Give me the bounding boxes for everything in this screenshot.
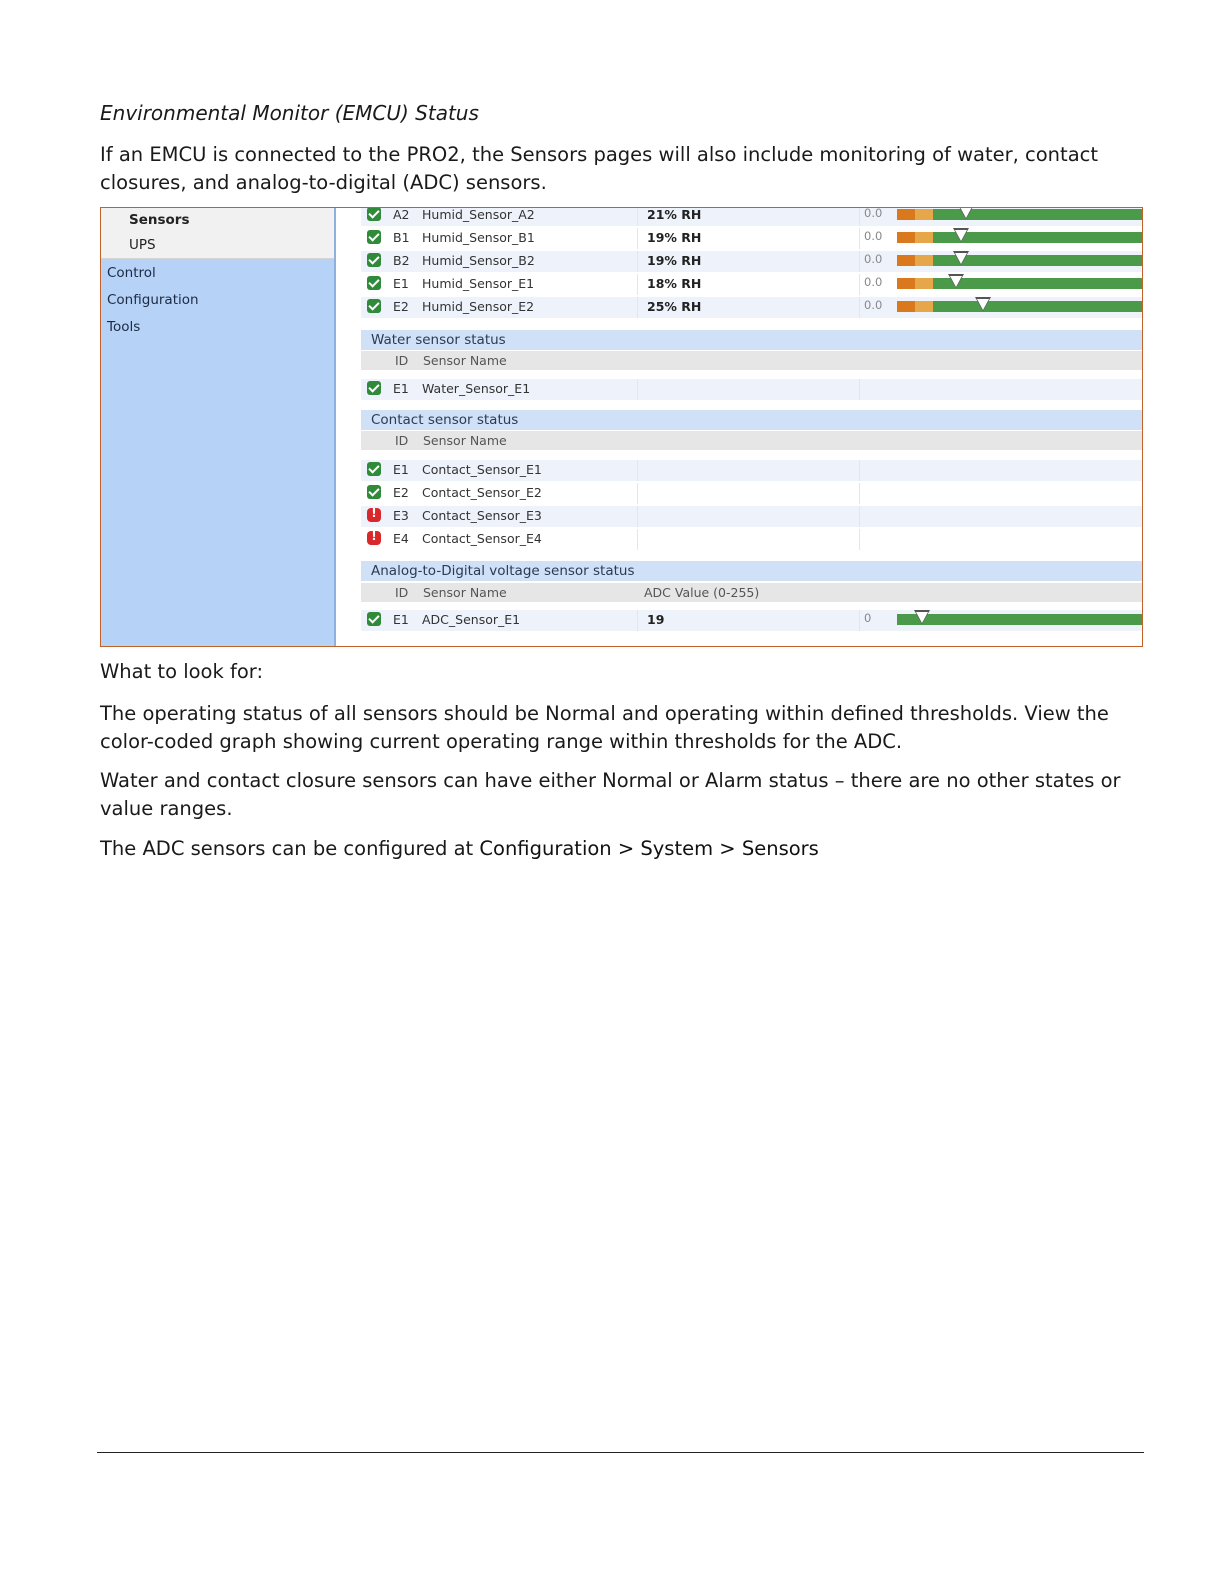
warning-threshold-zone — [915, 278, 933, 289]
low-threshold-zone — [897, 232, 915, 243]
threshold-range-bar — [897, 232, 1142, 243]
value-marker — [955, 253, 967, 264]
sensor-row[interactable] — [361, 297, 1142, 318]
adc-col-value: ADC Value (0-255) — [644, 585, 760, 600]
sensor-id: E3 — [393, 508, 409, 523]
sensor-row[interactable] — [361, 610, 1142, 631]
range-min-label: 0.0 — [864, 207, 883, 220]
column-divider — [637, 483, 638, 504]
sensor-name: Water_Sensor_E1 — [422, 381, 531, 396]
sensors-screenshot — [100, 207, 1143, 647]
water-col-name: Sensor Name — [423, 353, 507, 368]
sensor-id: E1 — [393, 381, 409, 396]
footer-rule — [97, 1452, 1144, 1453]
sensor-row[interactable] — [361, 251, 1142, 272]
sensor-id: E1 — [393, 276, 409, 291]
sensor-row[interactable] — [361, 379, 1142, 400]
sensor-id: E1 — [393, 612, 409, 627]
sensor-name: Contact_Sensor_E4 — [422, 531, 542, 546]
column-divider — [637, 251, 638, 272]
column-divider — [637, 274, 638, 295]
column-divider — [859, 207, 860, 226]
column-divider — [859, 251, 860, 272]
normal-status-icon — [367, 253, 381, 267]
value-marker — [950, 276, 962, 287]
paragraph-water-contact: Water and contact closure sensors can have either Normal or Alarm status – there are no other states or value ranges. — [100, 769, 1121, 820]
column-divider — [859, 379, 860, 400]
column-divider — [637, 610, 638, 631]
nav-item-ups[interactable] — [101, 233, 334, 259]
sensor-row[interactable] — [361, 483, 1142, 504]
sensor-name: ADC_Sensor_E1 — [422, 612, 521, 627]
contact-col-id: ID — [395, 433, 409, 448]
sensor-row[interactable] — [361, 460, 1142, 481]
paragraph-status: The operating status of all sensors should be Normal and operating within defined thresholds. View the color-coded graph showing current operating range within thresholds for the ADC. — [100, 702, 1109, 753]
warning-threshold-zone — [915, 301, 933, 312]
adc-section-header — [361, 561, 1142, 581]
column-divider — [859, 460, 860, 481]
nav-item-sensors-label: Sensors — [129, 212, 190, 228]
contact-column-header — [361, 431, 1142, 450]
adc-section-title: Analog-to-Digital voltage sensor status — [371, 563, 635, 579]
sensor-value: 19 — [647, 612, 665, 627]
normal-status-icon — [367, 207, 381, 221]
nav-item-tools[interactable]: Tools — [107, 319, 141, 335]
sensor-name: Contact_Sensor_E3 — [422, 508, 542, 523]
sensor-id: E4 — [393, 531, 409, 546]
sensor-name: Humid_Sensor_B1 — [422, 230, 535, 245]
column-divider — [859, 529, 860, 550]
water-col-id: ID — [395, 353, 409, 368]
low-threshold-zone — [897, 209, 915, 220]
column-divider — [859, 506, 860, 527]
nav-item-ups-label: UPS — [129, 237, 156, 253]
normal-status-icon — [367, 462, 381, 476]
sensor-id: B2 — [393, 253, 410, 268]
sidebar-nav — [101, 208, 336, 646]
warning-threshold-zone — [915, 232, 933, 243]
nav-item-control[interactable]: Control — [107, 265, 156, 281]
threshold-range-bar — [897, 614, 1142, 625]
low-threshold-zone — [897, 255, 915, 266]
value-marker — [960, 207, 972, 218]
low-threshold-zone — [897, 301, 915, 312]
sensor-id: E2 — [393, 485, 409, 500]
sensor-name: Contact_Sensor_E1 — [422, 462, 542, 477]
adc-column-header — [361, 583, 1142, 602]
nav-item-sensors[interactable] — [101, 208, 334, 234]
column-divider — [637, 207, 638, 226]
normal-status-icon — [367, 612, 381, 626]
sensor-name: Humid_Sensor_E2 — [422, 299, 535, 314]
range-min-label: 0.0 — [864, 275, 883, 289]
section-heading: Environmental Monitor (EMCU) Status — [100, 101, 479, 125]
water-section-header — [361, 330, 1142, 350]
sensor-name: Contact_Sensor_E2 — [422, 485, 542, 500]
sensor-row[interactable] — [361, 274, 1142, 295]
paragraph-adc-config — [100, 835, 1130, 863]
sensor-value: 25% RH — [647, 299, 702, 314]
what-to-look-for-heading: What to look for: — [100, 660, 264, 683]
adc-config-path: Configuration > System > Sensors — [479, 837, 819, 860]
warning-threshold-zone — [915, 209, 933, 220]
column-divider — [637, 460, 638, 481]
column-divider — [637, 228, 638, 249]
sensor-row[interactable] — [361, 228, 1142, 249]
sensor-id: A2 — [393, 207, 410, 222]
column-divider — [859, 610, 860, 631]
normal-status-icon — [367, 276, 381, 290]
sensor-value: 18% RH — [647, 276, 702, 291]
column-divider — [859, 297, 860, 318]
range-min-label: 0.0 — [864, 229, 883, 243]
column-divider — [859, 483, 860, 504]
column-divider — [859, 228, 860, 249]
sensor-id: B1 — [393, 230, 410, 245]
sensor-value: 19% RH — [647, 230, 702, 245]
alarm-status-icon — [367, 531, 381, 545]
sensor-row[interactable] — [361, 506, 1142, 527]
threshold-range-bar — [897, 278, 1142, 289]
sensor-row[interactable] — [361, 207, 1142, 226]
contact-col-name: Sensor Name — [423, 433, 507, 448]
normal-status-icon — [367, 299, 381, 313]
sensor-id: E1 — [393, 462, 409, 477]
nav-item-configuration[interactable]: Configuration — [107, 292, 199, 308]
column-divider — [637, 379, 638, 400]
range-min-label: 0.0 — [864, 252, 883, 266]
normal-status-icon — [367, 381, 381, 395]
range-min-label: 0 — [864, 611, 872, 625]
normal-status-icon — [367, 230, 381, 244]
sensor-name: Humid_Sensor_E1 — [422, 276, 535, 291]
value-marker — [955, 230, 967, 241]
contact-section-header — [361, 410, 1142, 430]
column-divider — [859, 274, 860, 295]
sensor-id: E2 — [393, 299, 409, 314]
value-marker — [977, 299, 989, 310]
sensor-name: Humid_Sensor_B2 — [422, 253, 535, 268]
value-marker — [916, 612, 928, 623]
threshold-range-bar — [897, 209, 1142, 220]
low-threshold-zone — [897, 278, 915, 289]
column-divider — [637, 506, 638, 527]
column-divider — [637, 297, 638, 318]
adc-col-name: Sensor Name — [423, 585, 507, 600]
range-min-label: 0.0 — [864, 298, 883, 312]
alarm-status-icon — [367, 508, 381, 522]
sensor-row[interactable] — [361, 529, 1142, 550]
normal-status-icon — [367, 485, 381, 499]
warning-threshold-zone — [915, 255, 933, 266]
water-section-title: Water sensor status — [371, 332, 506, 348]
water-column-header — [361, 351, 1142, 370]
sensor-value: 21% RH — [647, 207, 702, 222]
adc-config-prefix: The ADC sensors can be configured at — [100, 837, 480, 860]
sensor-name: Humid_Sensor_A2 — [422, 207, 535, 222]
contact-section-title: Contact sensor status — [371, 412, 519, 428]
intro-paragraph: If an EMCU is connected to the PRO2, the Sensors pages will also include monitoring of water, contact closures, and analog-to-digital (ADC) sensors. — [100, 143, 1099, 194]
threshold-range-bar — [897, 255, 1142, 266]
sensor-value: 19% RH — [647, 253, 702, 268]
column-divider — [637, 529, 638, 550]
threshold-range-bar — [897, 301, 1142, 312]
adc-col-id: ID — [395, 585, 409, 600]
sensor-content — [361, 208, 1142, 646]
